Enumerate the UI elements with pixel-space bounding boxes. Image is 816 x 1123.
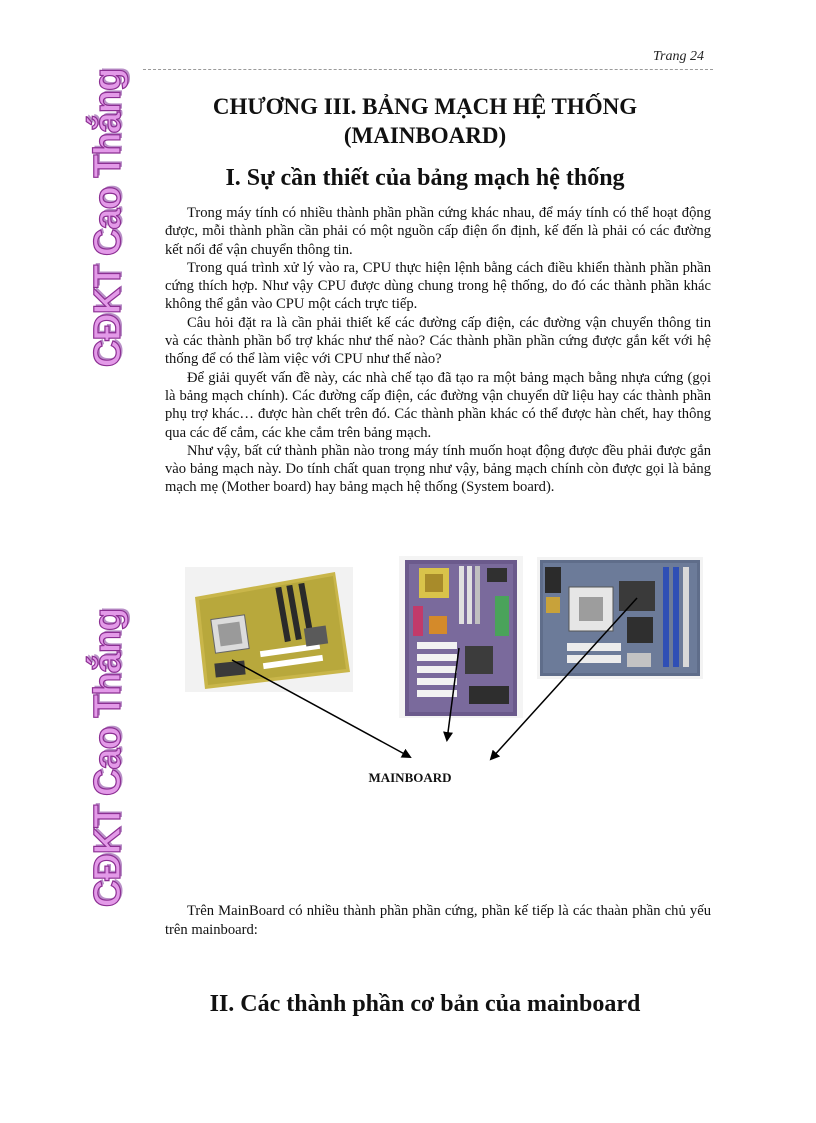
section-heading-2: II. Các thành phần cơ bản của mainboard [209, 991, 641, 1017]
paragraph: Câu hỏi đặt ra là cần phải thiết kế các đường cấp điện, các đường vận chuyển thông tin và các thành phần bổ trợ khác như thế nào? Các thành phần phần cứng được gắn kết với hệ thống để có thể làm việc với CPU như thế nào? [165, 314, 711, 368]
paragraph: Như vậy, bất cứ thành phần nào trong máy tính muốn hoạt động được đều phải được gắn vào bảng mạch này. Do tính chất quan trọng như vậy, bảng mạch chính còn được gọi là bảng mạch mẹ (Mother board) hay bảng mạch hệ thống (System board). [165, 442, 711, 496]
chapter-title [170, 92, 680, 150]
section-1-body [165, 204, 711, 497]
paragraph: Để giải quyết vấn đề này, các nhà chế tạo đã tạo ra một bảng mạch bằng nhựa cứng (gọi là bảng mạch chính). Các đường cấp điện, các đường vận chuyển dữ liệu hay các thành phần phụ trợ khác… được hàn chết trên đó. Các thành phần khác có thể được hàn chết, hay thông qua các đế cắm, các khe cắm trên bảng mạch. [165, 369, 711, 441]
paragraph: Trên MainBoard có nhiều thành phần phần cứng, phần kế tiếp là các thaàn phần chủ yếu trên mainboard: [165, 903, 711, 938]
figure-label: MAINBOARD [368, 770, 452, 785]
mainboard-photo-3 [537, 557, 703, 679]
mainboard-photo-2 [399, 556, 523, 718]
page-number: Trang 24 [653, 49, 704, 64]
section-heading-1: I. Sự cần thiết của bảng mạch hệ thống [225, 165, 625, 191]
chapter-title-line2: (MAINBOARD) [343, 123, 507, 148]
side-watermark-bottom: CĐKT Cao Thắng [87, 608, 129, 908]
side-watermark-top: CĐKT Cao Thắng [87, 68, 129, 368]
chapter-title-line1: CHƯƠNG III. BẢNG MẠCH HỆ THỐNG [212, 94, 638, 119]
paragraph: Trong quá trình xử lý vào ra, CPU thực hiện lệnh bằng cách điều khiển thành phần phần cứng thích hợp. Như vậy CPU được dùng chung trong hệ thống, do đó các thành phần khác không thể gắn vào CPU một cách trực tiếp. [165, 259, 711, 313]
section-1-closing [165, 902, 711, 940]
header-divider [143, 69, 713, 70]
paragraph: Trong máy tính có nhiều thành phần phần cứng khác nhau, để máy tính có thể hoạt động được, mỗi thành phần cần phải có một nguồn cấp điện ổn định, kế đến là phải có các đường kết nối để vận chuyển thông tin. [165, 205, 711, 258]
mainboard-photo-1 [185, 567, 353, 692]
